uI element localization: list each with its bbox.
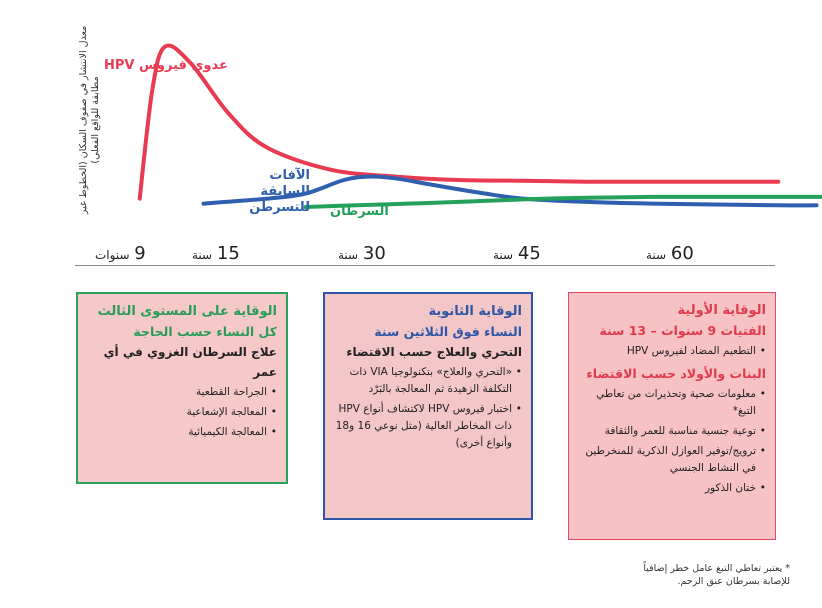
x-tick-15: 15 سنة <box>192 243 240 264</box>
list-item: • المعالجة الإشعاعية <box>87 404 277 421</box>
list-item: • ترويج/توفير العوازل الذكرية للمنخرطين في النشاط الجنسي <box>578 443 766 477</box>
tertiary-heading: علاج السرطان الغزوي في أي عمر <box>103 345 277 379</box>
list-item: • معلومات صحية وتحذيرات من تعاطي التبغ* <box>578 386 766 420</box>
list-item: • الجراحة القطعية <box>87 384 277 401</box>
secondary-heading: التحري والعلاج حسب الاقتضاء <box>346 345 522 359</box>
y-axis-label <box>58 20 101 220</box>
secondary-title: الوقاية الثانوية <box>428 304 522 319</box>
primary-list-2 <box>578 386 766 497</box>
footnote: * يعتبر تعاطي التبغ عامل خطر إضافياً للإصابة بسرطان عنق الرحم. <box>643 563 790 587</box>
list-item: • اختبار فيروس HPV لاكتشاف أنواع HPV ذات المخاطر العالية (مثل نوعي 16 و18 وأنواع أخرى) <box>334 401 522 452</box>
y-axis-label-text: معدل الانتشار في صفوف السكان (الخطوط غير مطابقة للواقع الفعلي) <box>78 25 101 215</box>
secondary-subtitle: النساء فوق الثلاثين سنة <box>374 324 522 339</box>
tertiary-subtitle: كل النساء حسب الحاجة <box>133 324 277 339</box>
series-label-cancer: السرطان <box>330 204 389 219</box>
list-item: • «التحري والعلاج» بتكنولوجيا VIA ذات التكلفة الزهيدة ثم المعالجة بالبَرْد <box>334 364 522 398</box>
primary-prevention-box <box>568 292 776 540</box>
x-axis-line <box>75 265 775 266</box>
tertiary-title: الوقاية على المستوى الثالث <box>97 304 277 319</box>
primary-subtitle: الفتيات 9 سنوات – 13 سنة <box>599 323 766 338</box>
list-item: • ختان الذكور <box>578 480 766 497</box>
secondary-list <box>334 364 522 452</box>
x-tick-45: 45 سنة <box>493 243 541 264</box>
tertiary-list <box>87 384 277 441</box>
x-tick-30: 30 سنة <box>338 243 386 264</box>
x-tick-9: 9 سنوات <box>95 243 146 264</box>
series-label-hpv: عدوى فيروس HPV <box>104 58 228 73</box>
primary-title: الوقاية الأولية <box>677 303 766 318</box>
list-item: • توعية جنسية مناسبة للعمر والثقافة <box>578 423 766 440</box>
primary-list-1 <box>578 343 766 360</box>
primary-subtitle-2: البنات والأولاد حسب الاقتضاء <box>586 366 766 381</box>
list-item: • التطعيم المضاد لفيروس HPV <box>578 343 766 360</box>
chart-plot <box>0 0 822 270</box>
secondary-prevention-box <box>323 292 533 520</box>
series-label-precancer: الآفات السابقة للتسرطن <box>249 168 310 215</box>
list-item: • المعالجة الكيميائية <box>87 424 277 441</box>
tertiary-prevention-box <box>76 292 288 484</box>
x-tick-60: 60 سنة <box>646 243 694 264</box>
